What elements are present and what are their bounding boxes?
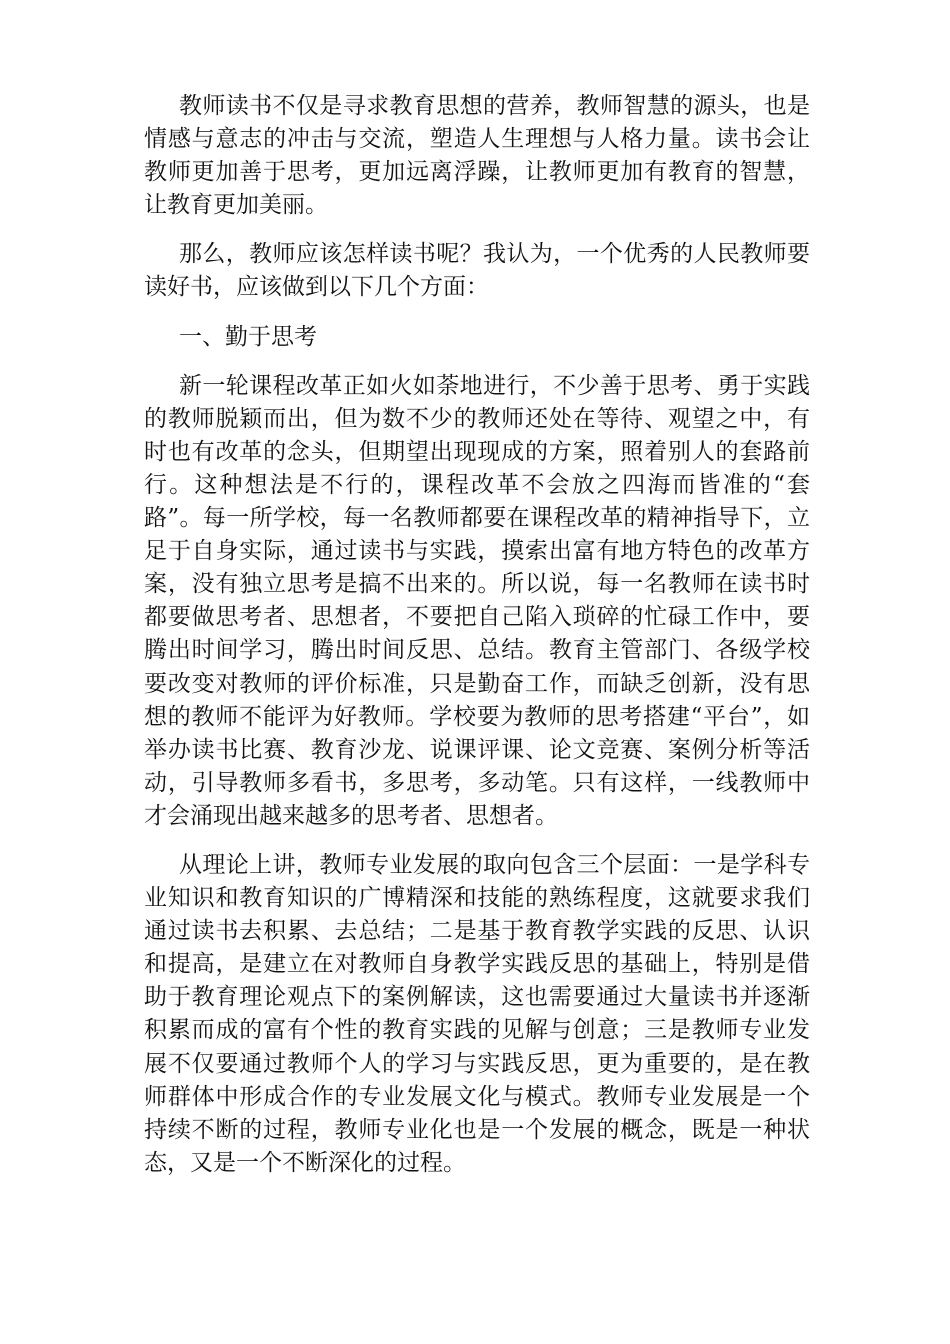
paragraph-theory: 从理论上讲，教师专业发展的取向包含三个层面：一是学科专业知识和教育知识的广博精深和技能的熟练程度，这就要求我们通过读书去积累、去总结；二是基于教育教学实践的反思、认识和提高，是建立在对教师自身教学实践反思的基础上，特别是借助于教育理论观点下的案例解读，这也需要通过大量读书并逐渐积累而成的富有个性的教育实践的见解与创意；三是教师专业发展不仅要通过教师个人的学习与实践反思，更为重要的，是在教师群体中形成合作的专业发展文化与模式。教师专业发展是一个持续不断的过程，教师专业化也是一个发展的概念，既是一种状态，又是一个不断深化的过程。 (144, 851, 810, 1176)
paragraph-thinking: 新一轮课程改革正如火如荼地进行，不少善于思考、勇于实践的教师脱颖而出，但为数不少的教师还处在等待、观望之中，有时也有改革的念头，但期望出现现成的方案，照着别人的套路前行。这种想法是不行的，课程改革不会放之四海而皆准的“套路”。每一所学校，每一名教师都要在课程改革的精神指导下，立足于自身实际，通过读书与实践，摸索出富有地方特色的改革方案，没有独立思考是搞不出来的。所以说，每一名教师在读书时都要做思考者、思想者，不要把自己陷入琐碎的忙碌工作中，要腾出时间学习，腾出时间反思、总结。教育主管部门、各级学校要改变对教师的评价标准，只是勤奋工作，而缺乏创新，没有思想的教师不能评为好教师。学校要为教师的思考搭建“平台”，如举办读书比赛、教育沙龙、说课评课、论文竞赛、案例分析等活动，引导教师多看书，多思考，多动笔。只有这样，一线教师中才会涌现出越来越多的思考者、思想者。 (144, 372, 810, 829)
paragraph-intro: 教师读书不仅是寻求教育思想的营养，教师智慧的源头，也是情感与意志的冲击与交流，塑造人生理想与人格力量。读书会让教师更加善于思考，更加远离浮躁，让教师更加有教育的智慧，让教育更加美丽。 (144, 93, 810, 219)
paragraph-question: 那么，教师应该怎样读书呢？我认为，一个优秀的人民教师要读好书，应该做到以下几个方面： (144, 241, 810, 301)
document-page (144, 90, 810, 1196)
section-heading: 一、勤于思考 (179, 323, 317, 350)
